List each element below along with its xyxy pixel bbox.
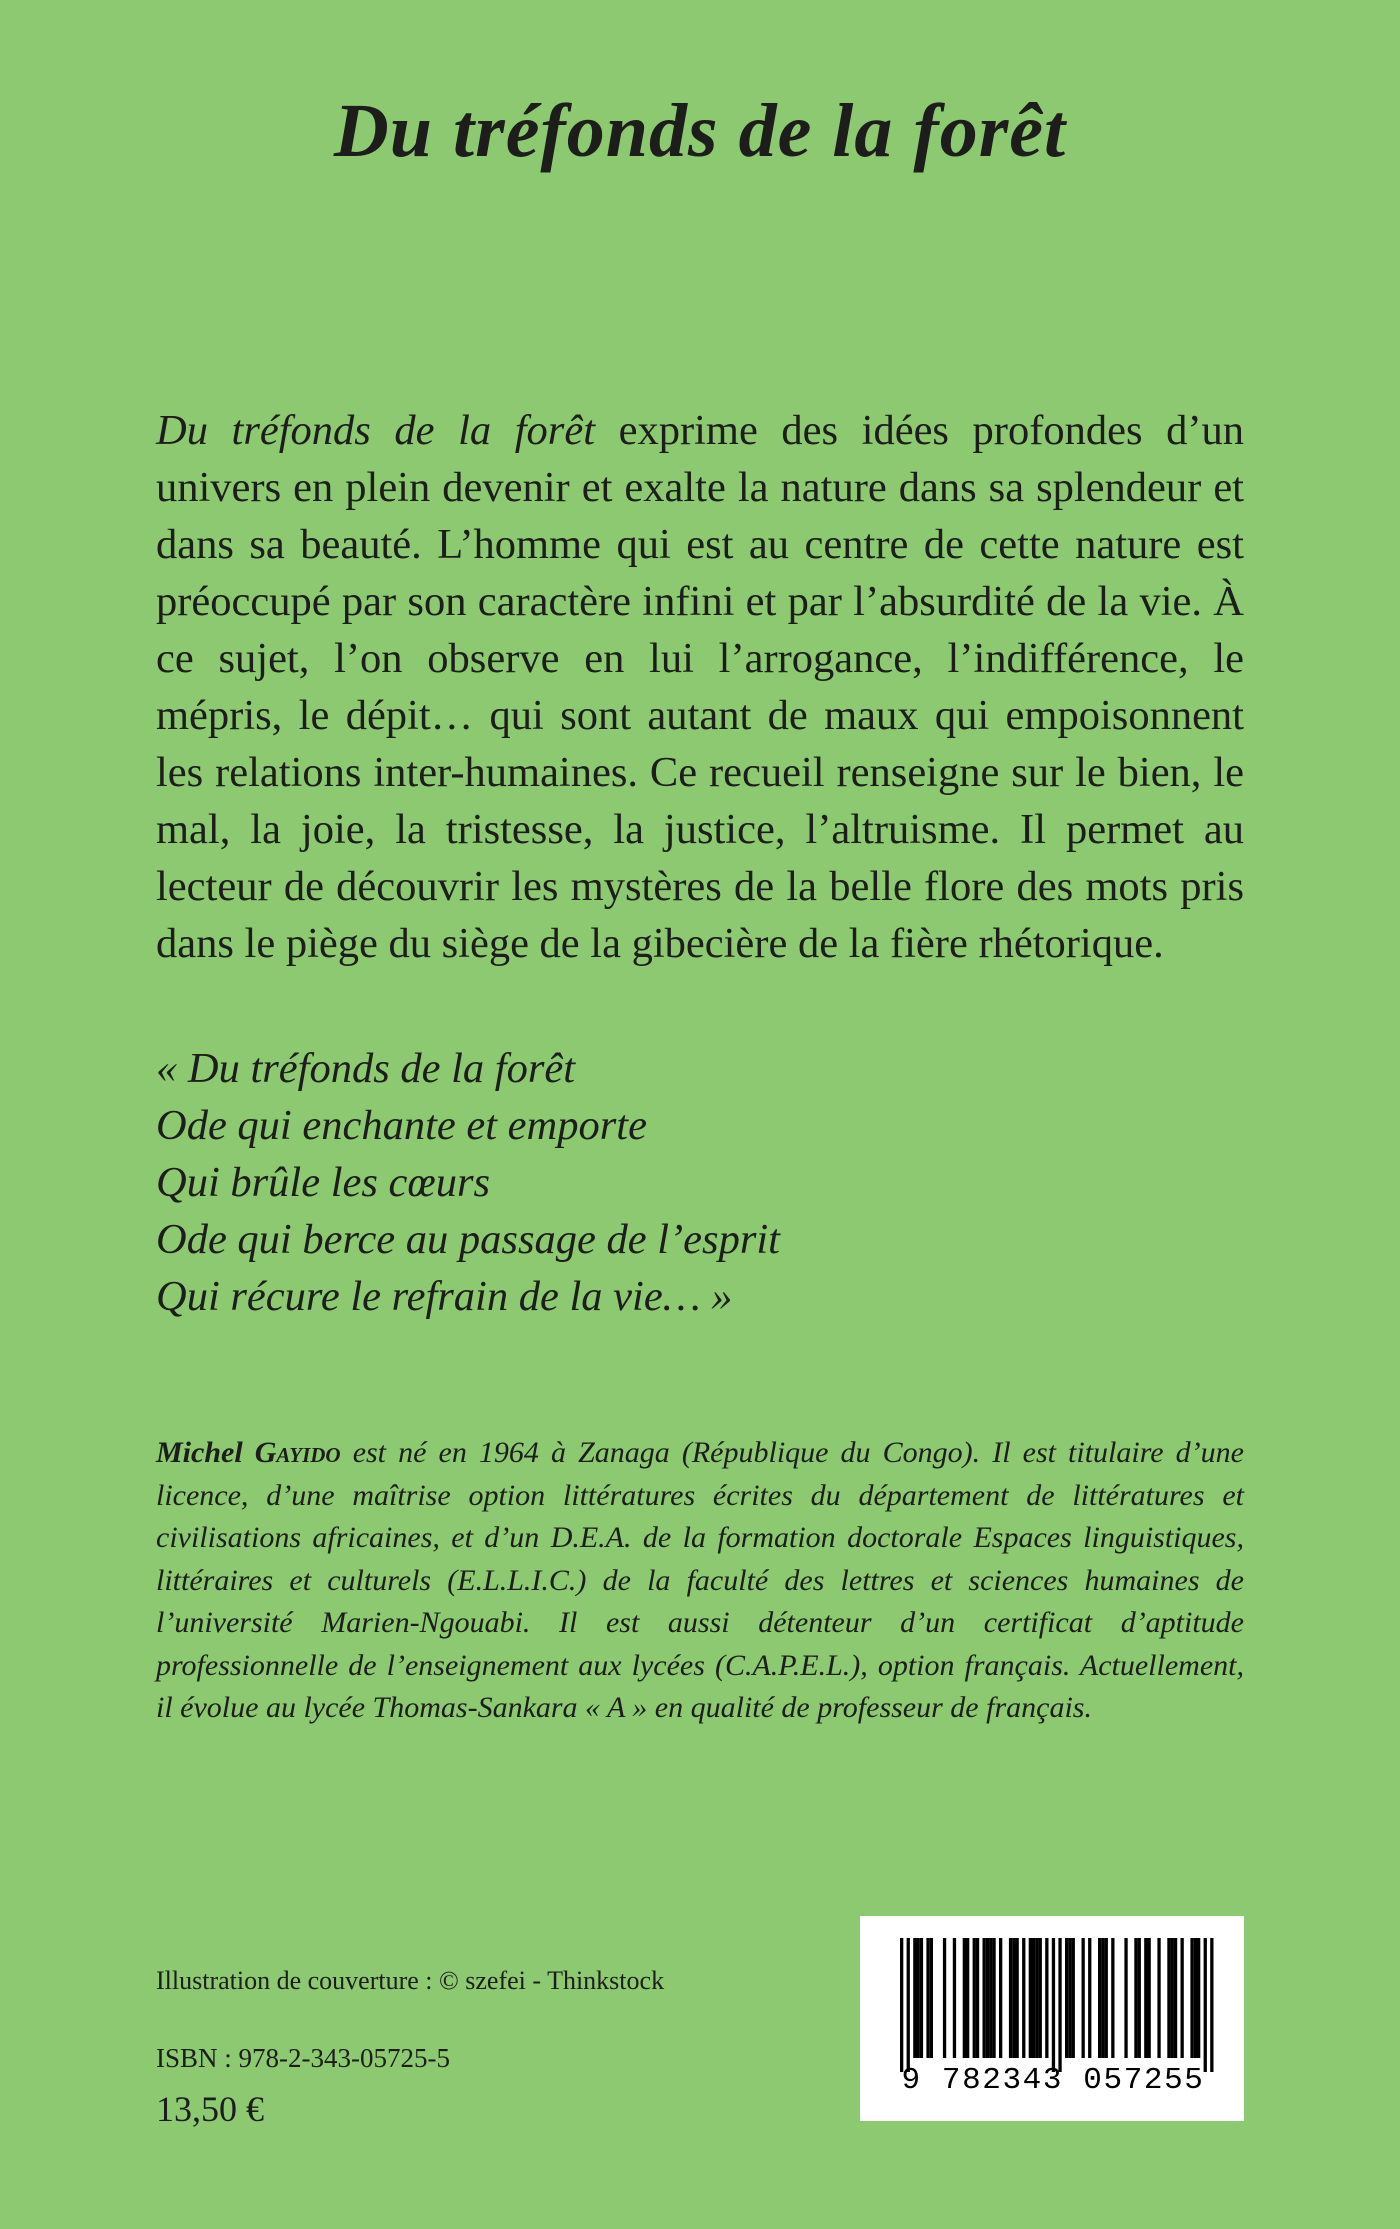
- barcode-bar: [1058, 1938, 1061, 2072]
- barcode-bar: [1171, 1938, 1174, 2058]
- barcode-bar: [1111, 1938, 1114, 2058]
- barcode-bar: [1105, 1938, 1108, 2058]
- barcode-bar: [1157, 1938, 1160, 2058]
- barcode-bar: [1082, 1938, 1085, 2058]
- barcode-bar: [963, 1938, 966, 2058]
- barcode-bar: [1045, 1938, 1048, 2058]
- barcode-bar: [1138, 1938, 1141, 2058]
- author-first-name: Michel: [156, 1436, 255, 1469]
- barcode-bar: [1035, 1938, 1038, 2058]
- barcode-bar: [1029, 1938, 1032, 2058]
- barcode-bar: [1009, 1938, 1012, 2058]
- barcode-bar: [973, 1938, 976, 2058]
- barcode-bar: [1088, 1938, 1091, 2058]
- barcode-bar: [1052, 1938, 1055, 2072]
- barcode-bar: [900, 1938, 903, 2072]
- barcode-bar: [1016, 1938, 1019, 2058]
- barcode-bar: [1101, 1938, 1104, 2058]
- barcode-bar: [1068, 1938, 1071, 2058]
- barcode-bar: [1039, 1938, 1042, 2058]
- price: 13,50 €: [156, 2089, 264, 2129]
- barcode-bar: [989, 1938, 992, 2058]
- poem-line: Qui brûle les cœurs: [156, 1159, 491, 1206]
- barcode-bar: [1065, 1938, 1068, 2058]
- barcode: [860, 1916, 1244, 2121]
- barcode-bar: [1012, 1938, 1015, 2058]
- poem-line: Ode qui enchante et emporte: [156, 1102, 647, 1149]
- barcode-bar: [1210, 1938, 1213, 2072]
- author-name: [156, 1436, 341, 1469]
- poem-line: « Du tréfonds de la forêt: [156, 1045, 576, 1092]
- barcode-bar: [1134, 1938, 1137, 2058]
- barcode-bar: [1167, 1938, 1170, 2058]
- barcode-digits: 9 782343 057255: [901, 2063, 1205, 2098]
- blurb-book-title: Du tréfonds de la forêt: [156, 407, 596, 454]
- barcode-bar: [999, 1938, 1002, 2058]
- barcode-bar: [913, 1938, 916, 2058]
- barcode-bar: [983, 1938, 986, 2058]
- poem-excerpt: [156, 1040, 780, 1325]
- barcode-bar: [943, 1938, 946, 2058]
- poem-line: Ode qui berce au passage de l’esprit: [156, 1216, 780, 1263]
- barcode-bar: [1204, 1938, 1207, 2072]
- barcode-bar: [1194, 1938, 1197, 2058]
- barcode-bar: [1124, 1938, 1127, 2058]
- barcode-bar: [986, 1938, 989, 2058]
- barcode-bar: [992, 1938, 995, 2058]
- barcode-bar: [1098, 1938, 1101, 2058]
- back-cover-blurb: [156, 402, 1244, 972]
- barcode-bar: [966, 1938, 969, 2058]
- book-title: Du tréfonds de la forêt: [333, 89, 1067, 173]
- barcode-bar: [1148, 1938, 1151, 2058]
- barcode-bar: [930, 1938, 933, 2058]
- barcode-bar: [926, 1938, 929, 2058]
- isbn: ISBN : 978-2-343-05725-5: [156, 2043, 450, 2073]
- barcode-bar: [1181, 1938, 1184, 2058]
- barcode-bar: [920, 1938, 923, 2058]
- barcode-bar: [917, 1938, 920, 2058]
- barcode-bar: [1174, 1938, 1177, 2058]
- author-biography: [156, 1432, 1244, 1730]
- barcode-bar: [953, 1938, 956, 2058]
- biography-text: est né en 1964 à Zanaga (République du Congo). Il est titulaire d’une licence, d’une maîtrise option littératures écrites du département de littératures et civilisations africaines, et d’un D.E.A. de la formation doctorale Espaces linguistiques, littéraires et culturels (E.L.L.I.C.) de la faculté des lettres et sciences humaines de l’université Marien-Ngouabi. Il est aussi détenteur d’un certificat d’aptitude professionnelle de l’enseignement aux lycées (C.A.P.E.L.), option français. Actuellement, il évolue au lycée Thomas-Sankara « A » en qualité de professeur de français.: [156, 1436, 1244, 1724]
- author-last-name: Gayido: [254, 1436, 341, 1469]
- barcode-bar: [907, 1938, 910, 2072]
- barcode-bar: [976, 1938, 979, 2058]
- barcode-bar: [1197, 1938, 1200, 2058]
- blurb-text: exprime des idées profondes d’un univers en plein devenir et exalte la nature dans sa splendeur et dans sa beauté. L’homme qui est au centre de cette nature est préoccupé par son caractère infini et par l’absurdité de la vie. À ce sujet, l’on observe en lui l’arrogance, l’indifférence, le mépris, le dépit… qui sont autant de maux qui empoisonnent les relations inter-humaines. Ce recueil renseigne sur le bien, le mal, la joie, la tristesse, la justice, l’altruisme. Il permet au lecteur de découvrir les mystères de la belle flore des mots pris dans le piège du siège de la gibecière de la fière rhétorique.: [156, 407, 1244, 967]
- barcode-bar: [1022, 1938, 1025, 2058]
- poem-line: Qui récure le refrain de la vie… »: [156, 1273, 733, 1320]
- cover-illustration-credit: Illustration de couverture : © szefei - Thinkstock: [156, 1966, 665, 1995]
- barcode-bar: [1190, 1938, 1193, 2058]
- barcode-bar: [1032, 1938, 1035, 2058]
- barcode-bar: [1072, 1938, 1075, 2058]
- barcode-bar: [1144, 1938, 1147, 2058]
